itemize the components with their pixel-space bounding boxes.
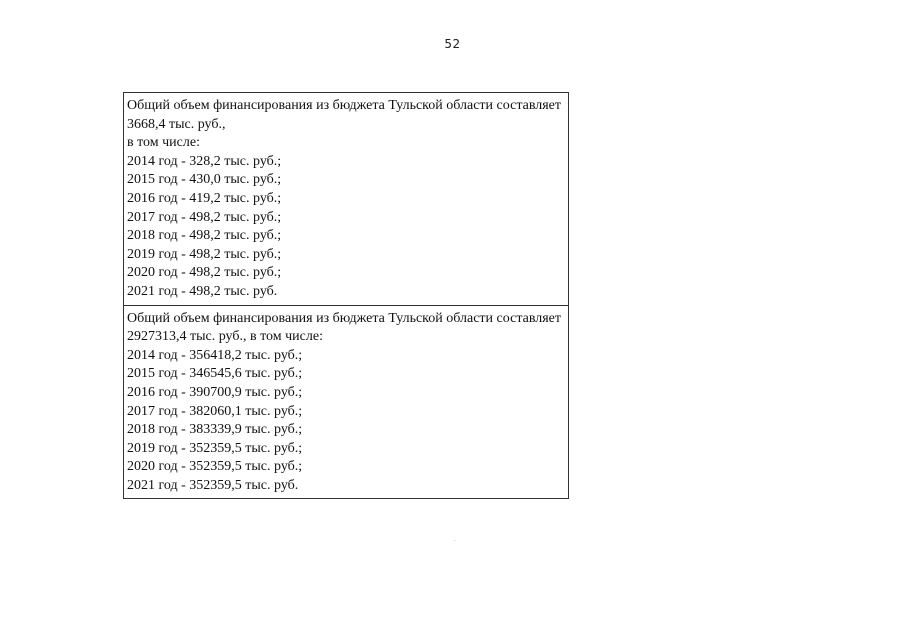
cell-line: 2018 год - 498,2 тыс. руб.; <box>127 228 282 244</box>
cell-line: 2014 год - 356418,2 тыс. руб.; <box>127 347 303 363</box>
cell-line: 2017 год - 498,2 тыс. руб.; <box>127 209 282 225</box>
cell-line: 2018 год - 383339,9 тыс. руб.; <box>127 422 303 438</box>
cell-line: 2021 год - 352359,5 тыс. руб. <box>127 477 299 493</box>
page-number: 52 <box>444 37 461 51</box>
cell-line: Общий объем финансирования из бюджета Тульской области составляет <box>127 310 562 326</box>
cell-line: 3668,4 тыс. руб., <box>127 116 226 132</box>
cell-line: 2016 год - 419,2 тыс. руб.; <box>127 190 282 206</box>
cell-line: 2020 год - 498,2 тыс. руб.; <box>127 265 282 281</box>
cell-line: 2014 год - 328,2 тыс. руб.; <box>127 153 282 169</box>
financing-cell-regional-budget-2 <box>124 305 568 499</box>
cell-line: 2016 год - 390700,9 тыс. руб.; <box>127 384 303 400</box>
cell-line: Общий объем финансирования из бюджета Тульской области составляет <box>127 98 562 113</box>
financing-table <box>123 92 569 499</box>
cell-line: 2015 год - 430,0 тыс. руб.; <box>127 172 282 188</box>
cell-line: 2021 год - 498,2 тыс. руб. <box>127 283 278 299</box>
cell-line: в том числе: <box>127 135 200 151</box>
cell-line: 2020 год - 352359,5 тыс. руб.; <box>127 459 303 475</box>
financing-cell-regional-budget-1 <box>124 93 568 305</box>
cell-line: 2015 год - 346545,6 тыс. руб.; <box>127 366 303 382</box>
cell-line: 2927313,4 тыс. руб., в том числе: <box>127 329 323 345</box>
cell-line: 2019 год - 352359,5 тыс. руб.; <box>127 440 303 456</box>
cell-line: 2017 год - 382060,1 тыс. руб.; <box>127 403 303 419</box>
cell-line: 2019 год - 498,2 тыс. руб.; <box>127 246 282 262</box>
scan-artifact <box>454 540 456 541</box>
